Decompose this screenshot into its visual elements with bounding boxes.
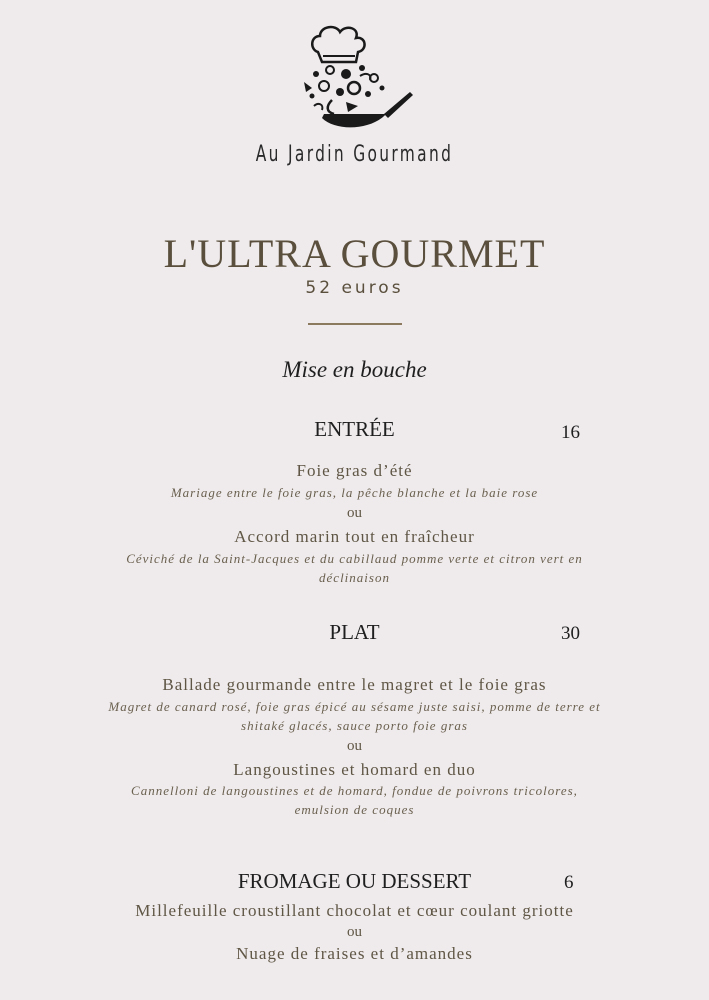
restaurant-name: Au Jardin Gourmand (255, 142, 454, 167)
entree-or: ou (347, 505, 362, 521)
menu-title: L'ULTRA GOURMET (163, 231, 546, 276)
plat-price: 30 (561, 623, 580, 644)
chef-hat-pan-icon (296, 22, 416, 137)
entree-price: 16 (561, 422, 580, 443)
entree-desc-2-line-2: déclinaison (319, 570, 390, 585)
menu-price: 52 euros (305, 278, 404, 298)
entree-title: ENTRÉE (314, 417, 395, 441)
dessert-dish-1: Millefeuille croustillant chocolat et cœur coulant griotte (135, 901, 574, 920)
entree-desc-1: Mariage entre le foie gras, la pêche blanche et la baie rose (170, 485, 539, 500)
plat-dish-1: Ballade gourmande entre le magret et le foie gras (162, 675, 547, 694)
title-divider (308, 323, 402, 325)
plat-desc-2-line-1: Cannelloni de langoustines et de homard, fondue de poivrons tricolores, (131, 783, 578, 798)
amuse-bouche: Mise en bouche (282, 357, 427, 382)
plat-desc-1-line-1: Magret de canard rosé, foie gras épicé au sésame juste saisi, pomme de terre et (108, 699, 601, 714)
plat-desc-2-line-2: emulsion de coques (294, 802, 415, 817)
plat-dish-2: Langoustines et homard en duo (233, 760, 476, 779)
plat-title: PLAT (329, 620, 380, 644)
dessert-or: ou (347, 924, 362, 940)
entree-dish-2: Accord marin tout en fraîcheur (234, 527, 475, 546)
plat-desc-1-line-2: shitaké glacés, sauce porto foie gras (241, 718, 468, 733)
dessert-dish-2: Nuage de fraises et d’amandes (236, 944, 473, 963)
entree-desc-2-line-1: Céviché de la Saint-Jacques et du cabillaud pomme verte et citron vert en (126, 551, 583, 566)
entree-dish-1: Foie gras d’été (296, 461, 413, 480)
plat-or: ou (347, 738, 362, 754)
dessert-price: 6 (564, 872, 574, 893)
dessert-title: FROMAGE OU DESSERT (237, 869, 472, 893)
